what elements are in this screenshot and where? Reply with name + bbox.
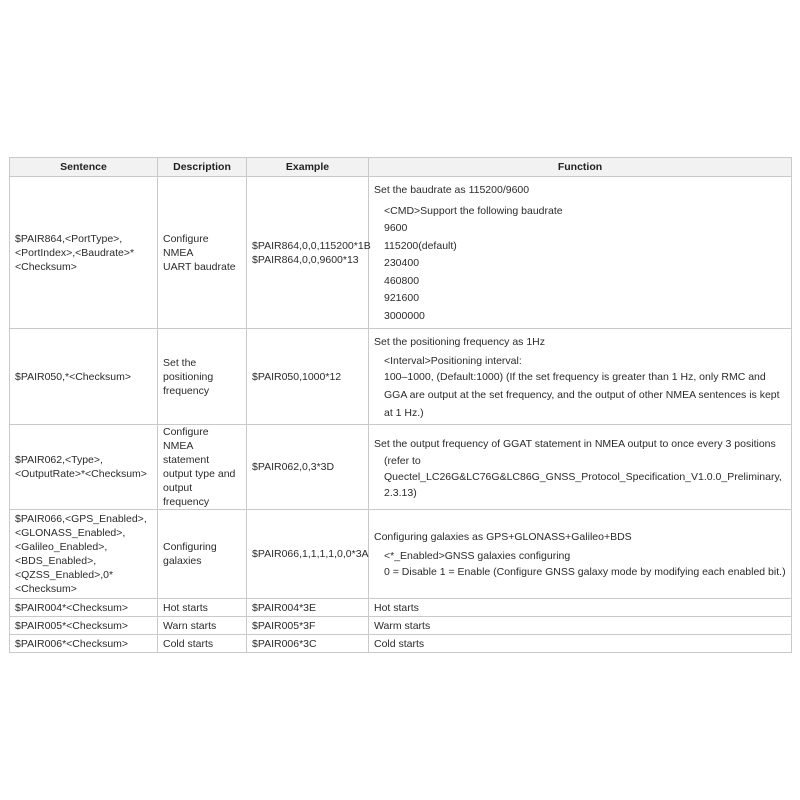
sentence-cell [10,425,158,510]
function-line: 9600 [384,222,408,235]
example-cell: $PAIR004*3E [247,599,369,617]
table-row [10,599,792,617]
description-cell [158,177,247,329]
sentence-cell: $PAIR004*<Checksum> [10,599,158,617]
sentence-cell [10,177,158,329]
example-line: $PAIR864,0,0,9600*13 [252,253,359,266]
sentence-line: <Galileo_Enabled>, [15,541,108,553]
sentence-line: <GLONASS_Enabled>, [15,527,126,539]
function-cell [369,510,792,599]
description-line: positioning [163,370,214,383]
description-line: Configure NMEA [163,232,209,259]
sentence-line: $PAIR066,<GPS_Enabled>, [15,513,147,525]
function-cell: Warm starts [369,617,792,635]
example-line: $PAIR066,1,1,1,1,0,0*3A [252,548,369,560]
function-heading: Configuring galaxies as GPS+GLONASS+Galileo+BDS [374,531,632,543]
description-line: Configuring [163,541,217,553]
function-heading: Set the baudrate as 115200/9600 [374,183,530,196]
sentence-line: <Checksum> [15,583,77,595]
example-line: $PAIR050,1000*12 [252,370,342,383]
description-cell: Cold starts [158,635,247,653]
sentence-line: $PAIR864,<PortType>, [15,232,123,245]
example-cell [247,510,369,599]
sentence-line: <PortIndex>,<Baudrate>* [15,246,135,259]
header-description: Description [158,158,247,177]
command-table [9,157,792,653]
description-line: frequency [163,496,210,508]
description-line: output type and [163,468,236,480]
header-example: Example [247,158,369,177]
function-line: 460800 [384,274,420,287]
function-heading: Set the positioning frequency as 1Hz [374,335,546,348]
description-line: output [163,482,193,494]
function-heading: Set the output frequency of GGAT statement in NMEA output to once every 3 positions [374,437,776,450]
function-line: <*_Enabled>GNSS galaxies configuring [384,550,571,562]
sentence-line: <BDS_Enabled>, [15,555,97,567]
table-row [10,177,792,329]
function-line: 115200(default) [384,239,457,252]
description-cell [158,510,247,599]
description-cell [158,425,247,510]
table-row [10,425,792,510]
function-line: (refer to Quectel_LC26G&LC76G&LC86G_GNSS_Protocol_Specification_V1.0.0_Preliminary, 2.3.13) [384,454,782,499]
function-cell: Cold starts [369,635,792,653]
sentence-cell [10,510,158,599]
function-line: 0 = Disable 1 = Enable (Configure GNSS galaxy mode by modifying each enabled bit.) [384,566,786,578]
function-line: 3000000 [384,309,425,322]
example-cell [247,425,369,510]
function-cell [369,177,792,329]
sentence-cell: $PAIR006*<Checksum> [10,635,158,653]
function-cell: Hot starts [369,599,792,617]
description-line: statement [163,454,210,466]
sentence-line: <QZSS_Enabled>,0* [15,569,114,581]
description-cell [158,329,247,425]
sentence-cell: $PAIR005*<Checksum> [10,617,158,635]
header-row [10,158,792,177]
function-line: <CMD>Support the following baudrate [384,204,563,217]
example-cell [247,329,369,425]
table-row [10,329,792,425]
example-cell: $PAIR005*3F [247,617,369,635]
example-cell [247,177,369,329]
table-row [10,617,792,635]
description-line: galaxies [163,555,202,567]
table-row [10,510,792,599]
sentence-line: $PAIR050,*<Checksum> [15,370,131,383]
function-line: 921600 [384,292,420,305]
sentence-line: <OutputRate>*<Checksum> [15,468,147,480]
sentence-line: <Checksum> [15,260,77,273]
header-sentence: Sentence [10,158,158,177]
function-line: 230400 [384,257,420,270]
description-line: Set the [163,356,197,369]
description-cell: Hot starts [158,599,247,617]
example-line: $PAIR062,0,3*3D [252,461,335,473]
example-line: $PAIR864,0,0,115200*1B [252,239,371,252]
sentence-line: $PAIR062,<Type>, [15,454,103,466]
description-line: frequency [163,384,210,397]
function-cell [369,329,792,425]
description-line: Configure NMEA [163,426,209,452]
description-cell: Warn starts [158,617,247,635]
sentence-cell [10,329,158,425]
header-function: Function [369,158,792,177]
example-cell: $PAIR006*3C [247,635,369,653]
function-line: <Interval>Positioning interval: [384,354,522,367]
function-line: 100–1000, (Default:1000) (If the set frequency is greater than 1 Hz, only RMC and GGA are output at the set frequency, and the output of other NMEA sentences is kept at 1 Hz.) [384,370,780,419]
function-cell [369,425,792,510]
table-row [10,635,792,653]
description-line: UART baudrate [163,260,236,273]
